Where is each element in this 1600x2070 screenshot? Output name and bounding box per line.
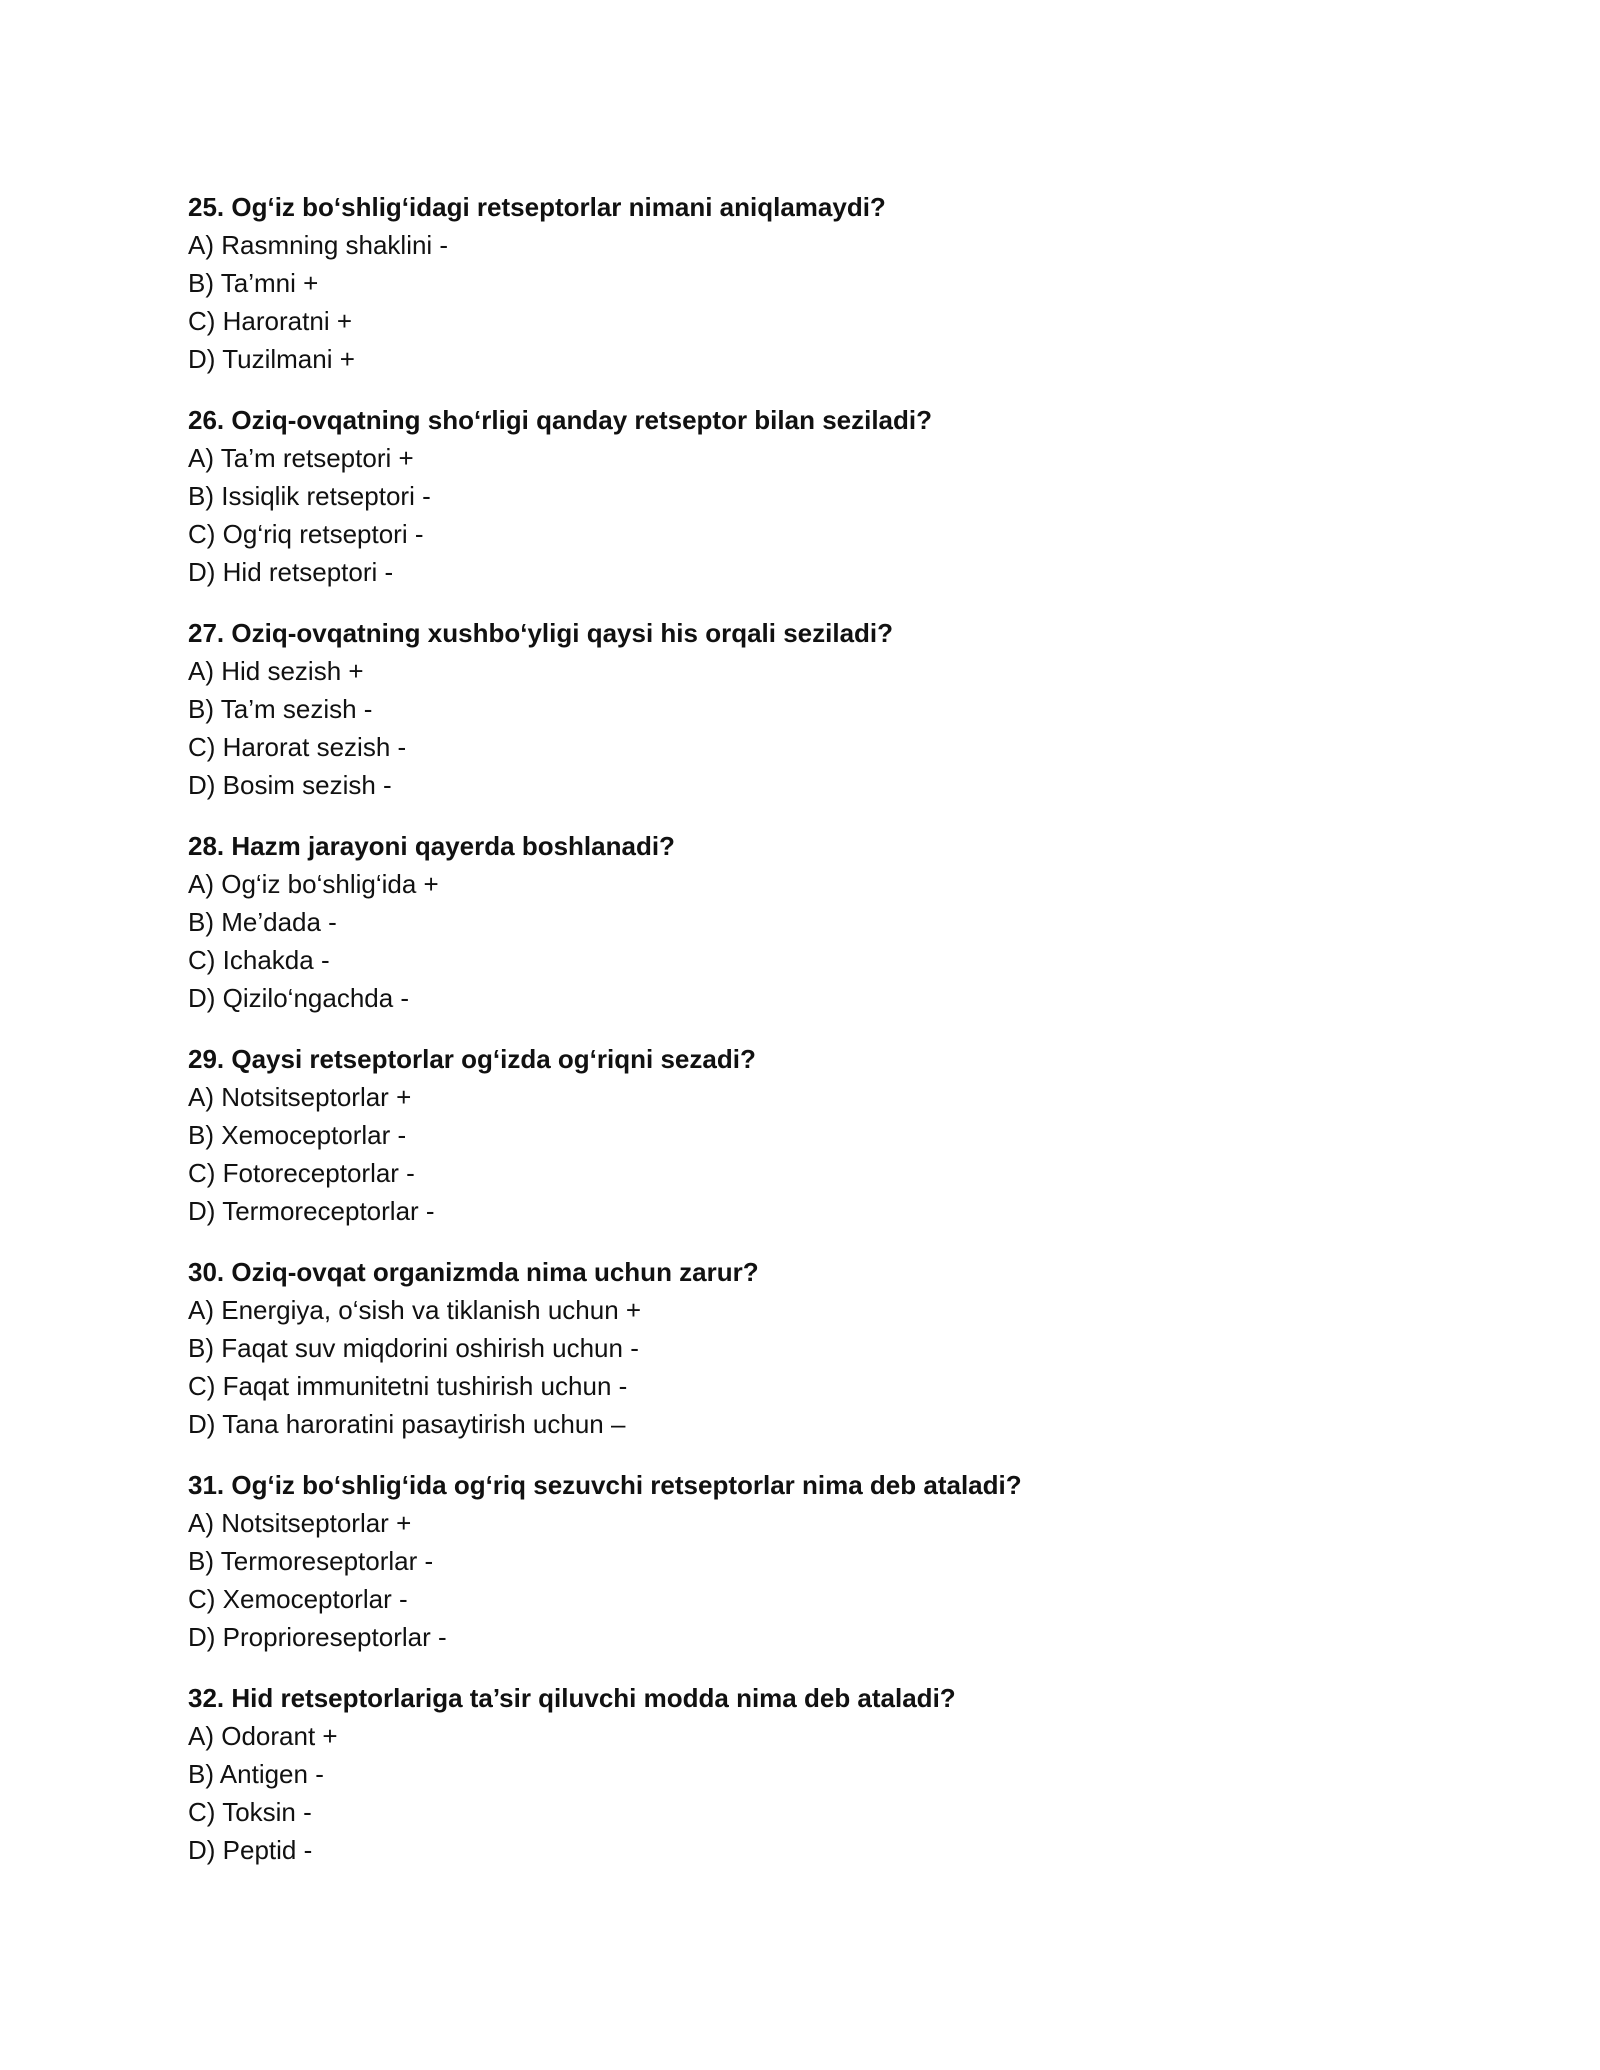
- question-block-25: [188, 188, 1428, 378]
- question-block-27: [188, 614, 1428, 804]
- answer-option: A) Ta’m retseptori +: [188, 443, 414, 473]
- question-title: 29. Qaysi retseptorlar og‘izda og‘riqni sezadi?: [188, 1044, 756, 1074]
- answer-option: C) Harorat sezish -: [188, 732, 407, 762]
- answer-option: D) Termoreceptorlar -: [188, 1196, 435, 1226]
- answer-option: B) Ta’mni +: [188, 268, 319, 298]
- answer-option: C) Haroratni +: [188, 306, 352, 336]
- answer-option: B) Antigen -: [188, 1759, 324, 1789]
- answer-option: C) Faqat immunitetni tushirish uchun -: [188, 1371, 628, 1401]
- answer-option: B) Xemoceptorlar -: [188, 1120, 407, 1150]
- question-block-31: [188, 1466, 1428, 1656]
- answer-option: A) Notsitseptorlar +: [188, 1508, 412, 1538]
- answer-option: A) Hid sezish +: [188, 656, 364, 686]
- question-block-28: [188, 827, 1428, 1017]
- question-title: 25. Og‘iz bo‘shlig‘idagi retseptorlar nimani aniqlamaydi?: [188, 192, 886, 222]
- question-block-29: [188, 1040, 1428, 1230]
- question-block-30: [188, 1253, 1428, 1443]
- answer-option: A) Odorant +: [188, 1721, 338, 1751]
- answer-option: A) Rasmning shaklini -: [188, 230, 449, 260]
- question-title: 26. Oziq-ovqatning sho‘rligi qanday retseptor bilan seziladi?: [188, 405, 933, 435]
- answer-option: C) Ichakda -: [188, 945, 330, 975]
- answer-option: D) Bosim sezish -: [188, 770, 392, 800]
- question-title: 27. Oziq-ovqatning xushbo‘yligi qaysi his orqali seziladi?: [188, 618, 894, 648]
- answer-option: C) Fotoreceptorlar -: [188, 1158, 415, 1188]
- answer-option: C) Og‘riq retseptori -: [188, 519, 424, 549]
- answer-option: D) Tuzilmani +: [188, 344, 355, 374]
- answer-option: D) Qizilo‘ngachda -: [188, 983, 410, 1013]
- answer-option: A) Notsitseptorlar +: [188, 1082, 412, 1112]
- answer-option: B) Termoreseptorlar -: [188, 1546, 434, 1576]
- answer-option: D) Hid retseptori -: [188, 557, 394, 587]
- question-block-32: [188, 1679, 1428, 1869]
- answer-option: D) Proprioreseptorlar -: [188, 1622, 447, 1652]
- question-title: 32. Hid retseptorlariga ta’sir qiluvchi modda nima deb ataladi?: [188, 1683, 956, 1713]
- document-page: [188, 188, 1428, 1892]
- answer-option: A) Og‘iz bo‘shlig‘ida +: [188, 869, 439, 899]
- answer-option: D) Tana haroratini pasaytirish uchun –: [188, 1409, 626, 1439]
- answer-option: A) Energiya, o‘sish va tiklanish uchun +: [188, 1295, 642, 1325]
- question-title: 28. Hazm jarayoni qayerda boshlanadi?: [188, 831, 675, 861]
- question-title: 30. Oziq-ovqat organizmda nima uchun zarur?: [188, 1257, 759, 1287]
- answer-option: D) Peptid -: [188, 1835, 313, 1865]
- answer-option: C) Toksin -: [188, 1797, 312, 1827]
- answer-option: B) Ta’m sezish -: [188, 694, 373, 724]
- answer-option: B) Me’dada -: [188, 907, 337, 937]
- question-block-26: [188, 401, 1428, 591]
- answer-option: C) Xemoceptorlar -: [188, 1584, 408, 1614]
- answer-option: B) Faqat suv miqdorini oshirish uchun -: [188, 1333, 639, 1363]
- question-title: 31. Og‘iz bo‘shlig‘ida og‘riq sezuvchi retseptorlar nima deb ataladi?: [188, 1470, 1022, 1500]
- answer-option: B) Issiqlik retseptori -: [188, 481, 431, 511]
